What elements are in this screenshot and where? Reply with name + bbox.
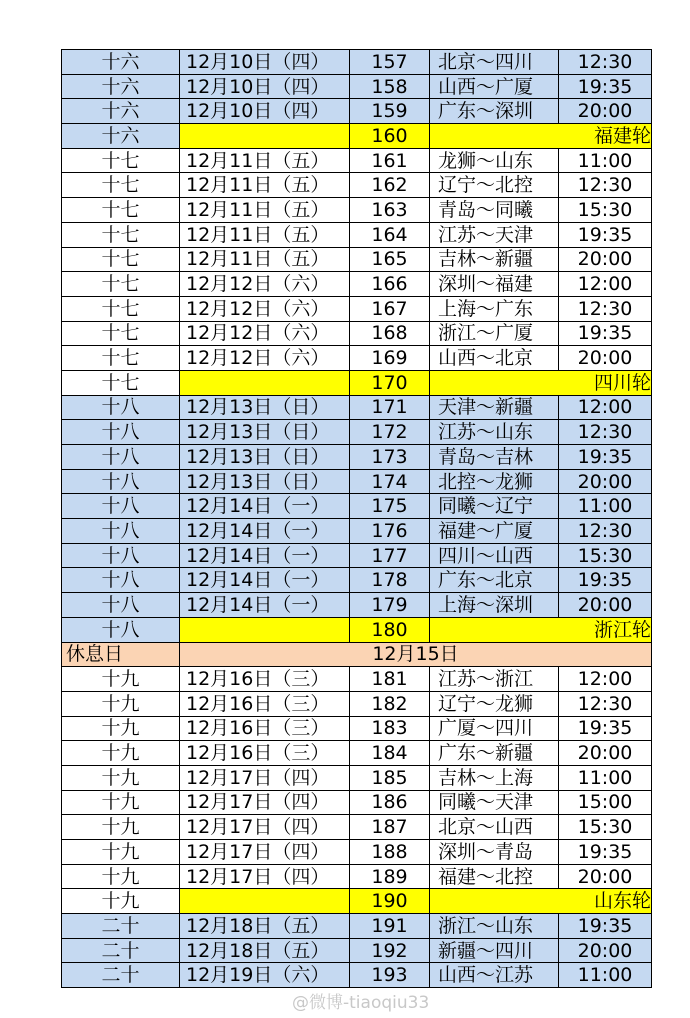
- bye-note-cell: 山东轮: [430, 889, 652, 914]
- bye-row: [62, 889, 652, 914]
- game-number-cell: 170: [350, 370, 430, 395]
- matchup-cell: 山西～北京: [430, 346, 559, 371]
- table-row: [62, 543, 652, 568]
- time-cell: 15:30: [559, 815, 652, 840]
- round-cell: 十六: [62, 99, 180, 124]
- time-cell: 19:35: [559, 914, 652, 939]
- round-cell: 十八: [62, 568, 180, 593]
- time-cell: 19:35: [559, 568, 652, 593]
- round-cell: 十六: [62, 124, 180, 149]
- matchup-cell: 江苏～浙江: [430, 667, 559, 692]
- game-number-cell: 176: [350, 519, 430, 544]
- game-number-cell: 179: [350, 593, 430, 618]
- time-cell: 15:30: [559, 198, 652, 223]
- table-row: [62, 99, 652, 124]
- time-cell: 19:35: [559, 222, 652, 247]
- time-cell: 15:00: [559, 790, 652, 815]
- game-number-cell: 165: [350, 247, 430, 272]
- date-cell: 12月18日（五）: [180, 914, 350, 939]
- date-cell: 12月14日（一）: [180, 568, 350, 593]
- matchup-cell: 辽宁～北控: [430, 173, 559, 198]
- weibo-watermark: @微博-tiaoqiu33: [292, 993, 430, 1013]
- round-cell: 十九: [62, 716, 180, 741]
- table-row: [62, 519, 652, 544]
- game-number-cell: 160: [350, 124, 430, 149]
- time-cell: 12:30: [559, 50, 652, 75]
- date-cell: 12月12日（六）: [180, 321, 350, 346]
- date-cell: 12月17日（四）: [180, 790, 350, 815]
- table-row: [62, 938, 652, 963]
- round-cell: 二十: [62, 938, 180, 963]
- matchup-cell: 北控～龙狮: [430, 469, 559, 494]
- time-cell: 11:00: [559, 963, 652, 988]
- game-number-cell: 172: [350, 420, 430, 445]
- date-cell: 12月13日（日）: [180, 445, 350, 470]
- game-number-cell: 157: [350, 50, 430, 75]
- matchup-cell: 青岛～吉林: [430, 445, 559, 470]
- table-row: [62, 568, 652, 593]
- table-row: [62, 963, 652, 988]
- date-cell: 12月14日（一）: [180, 593, 350, 618]
- matchup-cell: 青岛～同曦: [430, 198, 559, 223]
- table-row: [62, 50, 652, 75]
- matchup-cell: 福建～北控: [430, 864, 559, 889]
- game-number-cell: 183: [350, 716, 430, 741]
- date-cell: 12月13日（日）: [180, 469, 350, 494]
- round-cell: 十七: [62, 148, 180, 173]
- game-number-cell: 186: [350, 790, 430, 815]
- date-cell: 12月11日（五）: [180, 247, 350, 272]
- table-row: [62, 741, 652, 766]
- date-cell: 12月12日（六）: [180, 346, 350, 371]
- date-cell: 12月17日（四）: [180, 864, 350, 889]
- game-number-cell: 191: [350, 914, 430, 939]
- table-row: [62, 420, 652, 445]
- game-number-cell: 162: [350, 173, 430, 198]
- date-cell: 12月10日（四）: [180, 74, 350, 99]
- matchup-cell: 广东～新疆: [430, 741, 559, 766]
- matchup-cell: 吉林～新疆: [430, 247, 559, 272]
- time-cell: 19:35: [559, 716, 652, 741]
- matchup-cell: 同曦～辽宁: [430, 494, 559, 519]
- game-number-cell: 192: [350, 938, 430, 963]
- round-cell: 十九: [62, 741, 180, 766]
- matchup-cell: 广东～北京: [430, 568, 559, 593]
- game-number-cell: 178: [350, 568, 430, 593]
- matchup-cell: 上海～广东: [430, 296, 559, 321]
- matchup-cell: 龙狮～山东: [430, 148, 559, 173]
- matchup-cell: 浙江～广厦: [430, 321, 559, 346]
- bye-row: [62, 370, 652, 395]
- time-cell: 20:00: [559, 741, 652, 766]
- game-number-cell: 164: [350, 222, 430, 247]
- table-row: [62, 198, 652, 223]
- time-cell: 12:30: [559, 519, 652, 544]
- table-row: [62, 173, 652, 198]
- game-number-cell: 185: [350, 765, 430, 790]
- round-cell: 十九: [62, 765, 180, 790]
- round-cell: 十八: [62, 617, 180, 642]
- round-cell: 十七: [62, 198, 180, 223]
- table-row: [62, 321, 652, 346]
- date-cell: 12月14日（一）: [180, 543, 350, 568]
- game-number-cell: 169: [350, 346, 430, 371]
- matchup-cell: 深圳～青岛: [430, 840, 559, 865]
- matchup-cell: 北京～四川: [430, 50, 559, 75]
- game-number-cell: 193: [350, 963, 430, 988]
- matchup-cell: 上海～深圳: [430, 593, 559, 618]
- table-row: [62, 815, 652, 840]
- game-number-cell: 167: [350, 296, 430, 321]
- game-number-cell: 168: [350, 321, 430, 346]
- table-row: [62, 272, 652, 297]
- game-number-cell: 174: [350, 469, 430, 494]
- round-cell: 十八: [62, 420, 180, 445]
- time-cell: 20:00: [559, 864, 652, 889]
- game-number-cell: 175: [350, 494, 430, 519]
- game-number-cell: 189: [350, 864, 430, 889]
- round-cell: 十八: [62, 593, 180, 618]
- game-number-cell: 159: [350, 99, 430, 124]
- date-cell: 12月17日（四）: [180, 765, 350, 790]
- matchup-cell: 深圳～福建: [430, 272, 559, 297]
- round-cell: 十九: [62, 815, 180, 840]
- schedule-table: [61, 49, 652, 988]
- time-cell: 11:00: [559, 765, 652, 790]
- time-cell: 20:00: [559, 593, 652, 618]
- table-row: [62, 148, 652, 173]
- round-cell: 十九: [62, 790, 180, 815]
- round-cell: 十八: [62, 519, 180, 544]
- game-number-cell: 173: [350, 445, 430, 470]
- bye-note-cell: 福建轮: [430, 124, 652, 149]
- round-cell: 十九: [62, 667, 180, 692]
- game-number-cell: 187: [350, 815, 430, 840]
- time-cell: 20:00: [559, 469, 652, 494]
- matchup-cell: 福建～广厦: [430, 519, 559, 544]
- schedule-body: [62, 50, 652, 988]
- round-cell: 十七: [62, 222, 180, 247]
- round-cell: 十九: [62, 889, 180, 914]
- table-row: [62, 716, 652, 741]
- round-cell: 十八: [62, 469, 180, 494]
- table-row: [62, 222, 652, 247]
- date-cell: 12月11日（五）: [180, 148, 350, 173]
- matchup-cell: 广东～深圳: [430, 99, 559, 124]
- date-cell: [180, 370, 350, 395]
- time-cell: 11:00: [559, 148, 652, 173]
- round-cell: 十八: [62, 445, 180, 470]
- bye-row: [62, 124, 652, 149]
- round-cell: 十九: [62, 840, 180, 865]
- date-cell: 12月19日（六）: [180, 963, 350, 988]
- game-number-cell: 188: [350, 840, 430, 865]
- game-number-cell: 163: [350, 198, 430, 223]
- round-cell: 十七: [62, 321, 180, 346]
- table-row: [62, 691, 652, 716]
- time-cell: 20:00: [559, 938, 652, 963]
- time-cell: 20:00: [559, 99, 652, 124]
- bye-note-cell: 四川轮: [430, 370, 652, 395]
- date-cell: 12月16日（三）: [180, 691, 350, 716]
- rest-day-date-cell: 12月15日: [180, 642, 652, 667]
- table-row: [62, 296, 652, 321]
- round-cell: 十八: [62, 494, 180, 519]
- time-cell: 20:00: [559, 247, 652, 272]
- game-number-cell: 158: [350, 74, 430, 99]
- date-cell: 12月11日（五）: [180, 173, 350, 198]
- time-cell: 12:00: [559, 395, 652, 420]
- date-cell: 12月16日（三）: [180, 716, 350, 741]
- date-cell: 12月13日（日）: [180, 395, 350, 420]
- table-row: [62, 445, 652, 470]
- round-cell: 十七: [62, 370, 180, 395]
- bye-note-cell: 浙江轮: [430, 617, 652, 642]
- date-cell: 12月17日（四）: [180, 840, 350, 865]
- date-cell: 12月18日（五）: [180, 938, 350, 963]
- date-cell: 12月11日（五）: [180, 222, 350, 247]
- round-cell: 十七: [62, 173, 180, 198]
- round-cell: 十七: [62, 346, 180, 371]
- table-row: [62, 667, 652, 692]
- round-cell: 二十: [62, 963, 180, 988]
- rest-day-label-cell: 休息日: [62, 642, 180, 667]
- date-cell: 12月12日（六）: [180, 272, 350, 297]
- matchup-cell: 四川～山西: [430, 543, 559, 568]
- round-cell: 十六: [62, 74, 180, 99]
- matchup-cell: 山西～广厦: [430, 74, 559, 99]
- date-cell: 12月14日（一）: [180, 519, 350, 544]
- matchup-cell: 同曦～天津: [430, 790, 559, 815]
- table-row: [62, 494, 652, 519]
- matchup-cell: 天津～新疆: [430, 395, 559, 420]
- round-cell: 十九: [62, 864, 180, 889]
- table-row: [62, 593, 652, 618]
- date-cell: 12月10日（四）: [180, 99, 350, 124]
- game-number-cell: 171: [350, 395, 430, 420]
- time-cell: 19:35: [559, 321, 652, 346]
- time-cell: 12:30: [559, 420, 652, 445]
- table-row: [62, 914, 652, 939]
- table-row: [62, 247, 652, 272]
- matchup-cell: 辽宁～龙狮: [430, 691, 559, 716]
- matchup-cell: 江苏～天津: [430, 222, 559, 247]
- game-number-cell: 190: [350, 889, 430, 914]
- round-cell: 十八: [62, 395, 180, 420]
- game-number-cell: 166: [350, 272, 430, 297]
- matchup-cell: 广厦～四川: [430, 716, 559, 741]
- date-cell: [180, 889, 350, 914]
- round-cell: 二十: [62, 914, 180, 939]
- time-cell: 15:30: [559, 543, 652, 568]
- table-row: [62, 346, 652, 371]
- time-cell: 19:35: [559, 445, 652, 470]
- table-row: [62, 765, 652, 790]
- rest-day-row: [62, 642, 652, 667]
- table-row: [62, 395, 652, 420]
- date-cell: [180, 617, 350, 642]
- round-cell: 十八: [62, 543, 180, 568]
- matchup-cell: 江苏～山东: [430, 420, 559, 445]
- matchup-cell: 吉林～上海: [430, 765, 559, 790]
- time-cell: 12:30: [559, 296, 652, 321]
- round-cell: 十六: [62, 50, 180, 75]
- game-number-cell: 161: [350, 148, 430, 173]
- date-cell: 12月16日（三）: [180, 667, 350, 692]
- matchup-cell: 浙江～山东: [430, 914, 559, 939]
- time-cell: 12:30: [559, 691, 652, 716]
- time-cell: 12:30: [559, 173, 652, 198]
- matchup-cell: 北京～山西: [430, 815, 559, 840]
- time-cell: 12:00: [559, 272, 652, 297]
- round-cell: 十九: [62, 691, 180, 716]
- date-cell: [180, 124, 350, 149]
- game-number-cell: 181: [350, 667, 430, 692]
- matchup-cell: 新疆～四川: [430, 938, 559, 963]
- date-cell: 12月17日（四）: [180, 815, 350, 840]
- time-cell: 11:00: [559, 494, 652, 519]
- date-cell: 12月14日（一）: [180, 494, 350, 519]
- game-number-cell: 184: [350, 741, 430, 766]
- round-cell: 十七: [62, 247, 180, 272]
- table-row: [62, 840, 652, 865]
- matchup-cell: 山西～江苏: [430, 963, 559, 988]
- game-number-cell: 182: [350, 691, 430, 716]
- game-number-cell: 177: [350, 543, 430, 568]
- table-row: [62, 864, 652, 889]
- time-cell: 19:35: [559, 840, 652, 865]
- round-cell: 十七: [62, 296, 180, 321]
- table-row: [62, 469, 652, 494]
- game-number-cell: 180: [350, 617, 430, 642]
- time-cell: 12:00: [559, 667, 652, 692]
- time-cell: 19:35: [559, 74, 652, 99]
- table-row: [62, 74, 652, 99]
- date-cell: 12月13日（日）: [180, 420, 350, 445]
- bye-row: [62, 617, 652, 642]
- date-cell: 12月12日（六）: [180, 296, 350, 321]
- table-row: [62, 790, 652, 815]
- round-cell: 十七: [62, 272, 180, 297]
- date-cell: 12月11日（五）: [180, 198, 350, 223]
- time-cell: 20:00: [559, 346, 652, 371]
- date-cell: 12月16日（三）: [180, 741, 350, 766]
- date-cell: 12月10日（四）: [180, 50, 350, 75]
